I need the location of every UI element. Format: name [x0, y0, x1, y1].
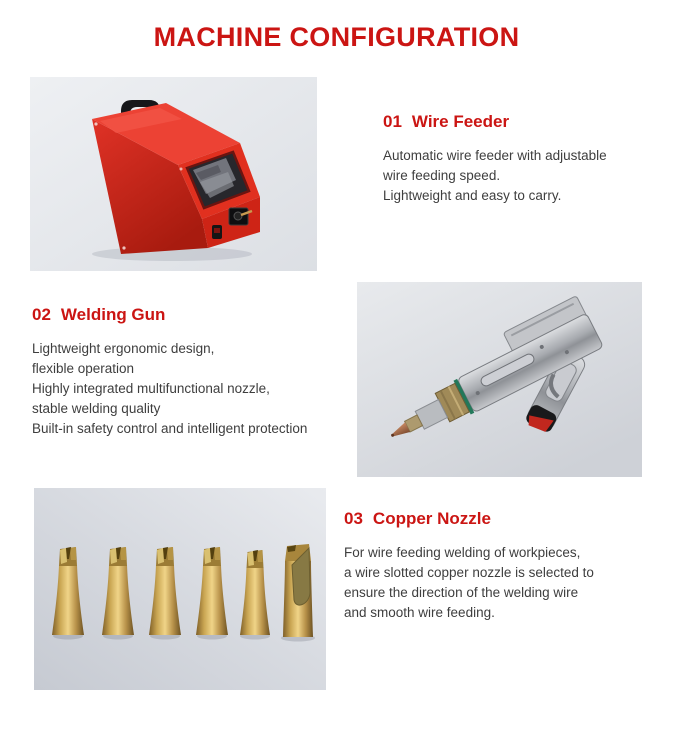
description-line: Lightweight ergonomic design, — [32, 341, 215, 356]
description-line: and smooth wire feeding. — [344, 605, 495, 620]
section-description — [32, 339, 362, 439]
section-title — [383, 112, 661, 132]
section-name: Welding Gun — [60, 305, 166, 324]
page-title: MACHINE CONFIGURATION — [153, 22, 520, 52]
section-name: Wire Feeder — [411, 112, 510, 131]
section-wire-feeder — [383, 112, 661, 206]
wire-feeder-image — [30, 77, 317, 271]
wire-feeder-photo — [30, 77, 317, 271]
copper-nozzles-photo — [34, 488, 326, 690]
section-description — [344, 543, 664, 623]
description-line: Built-in safety control and intelligent protection — [32, 421, 308, 436]
section-name: Copper Nozzle — [372, 509, 491, 528]
section-number: 03 — [344, 509, 363, 528]
section-title — [32, 305, 362, 325]
description-line: Lightweight and easy to carry. — [383, 188, 562, 203]
description-line: ensure the direction of the welding wire — [344, 585, 579, 600]
description-line: a wire slotted copper nozzle is selected to — [344, 565, 594, 580]
copper-nozzles-image — [34, 488, 326, 690]
section-copper-nozzle — [344, 509, 664, 623]
welding-gun-photo — [357, 282, 642, 477]
welding-gun-image — [357, 282, 642, 477]
section-title — [344, 509, 664, 529]
section-description — [383, 146, 661, 206]
description-line: For wire feeding welding of workpieces, — [344, 545, 581, 560]
description-line: Automatic wire feeder with adjustable — [383, 148, 607, 163]
section-number: 02 — [32, 305, 51, 324]
description-line: Highly integrated multifunctional nozzle, — [32, 381, 270, 396]
description-line: flexible operation — [32, 361, 135, 376]
section-welding-gun — [32, 305, 362, 439]
section-number: 01 — [383, 112, 402, 131]
description-line: wire feeding speed. — [383, 168, 501, 183]
description-line: stable welding quality — [32, 401, 161, 416]
